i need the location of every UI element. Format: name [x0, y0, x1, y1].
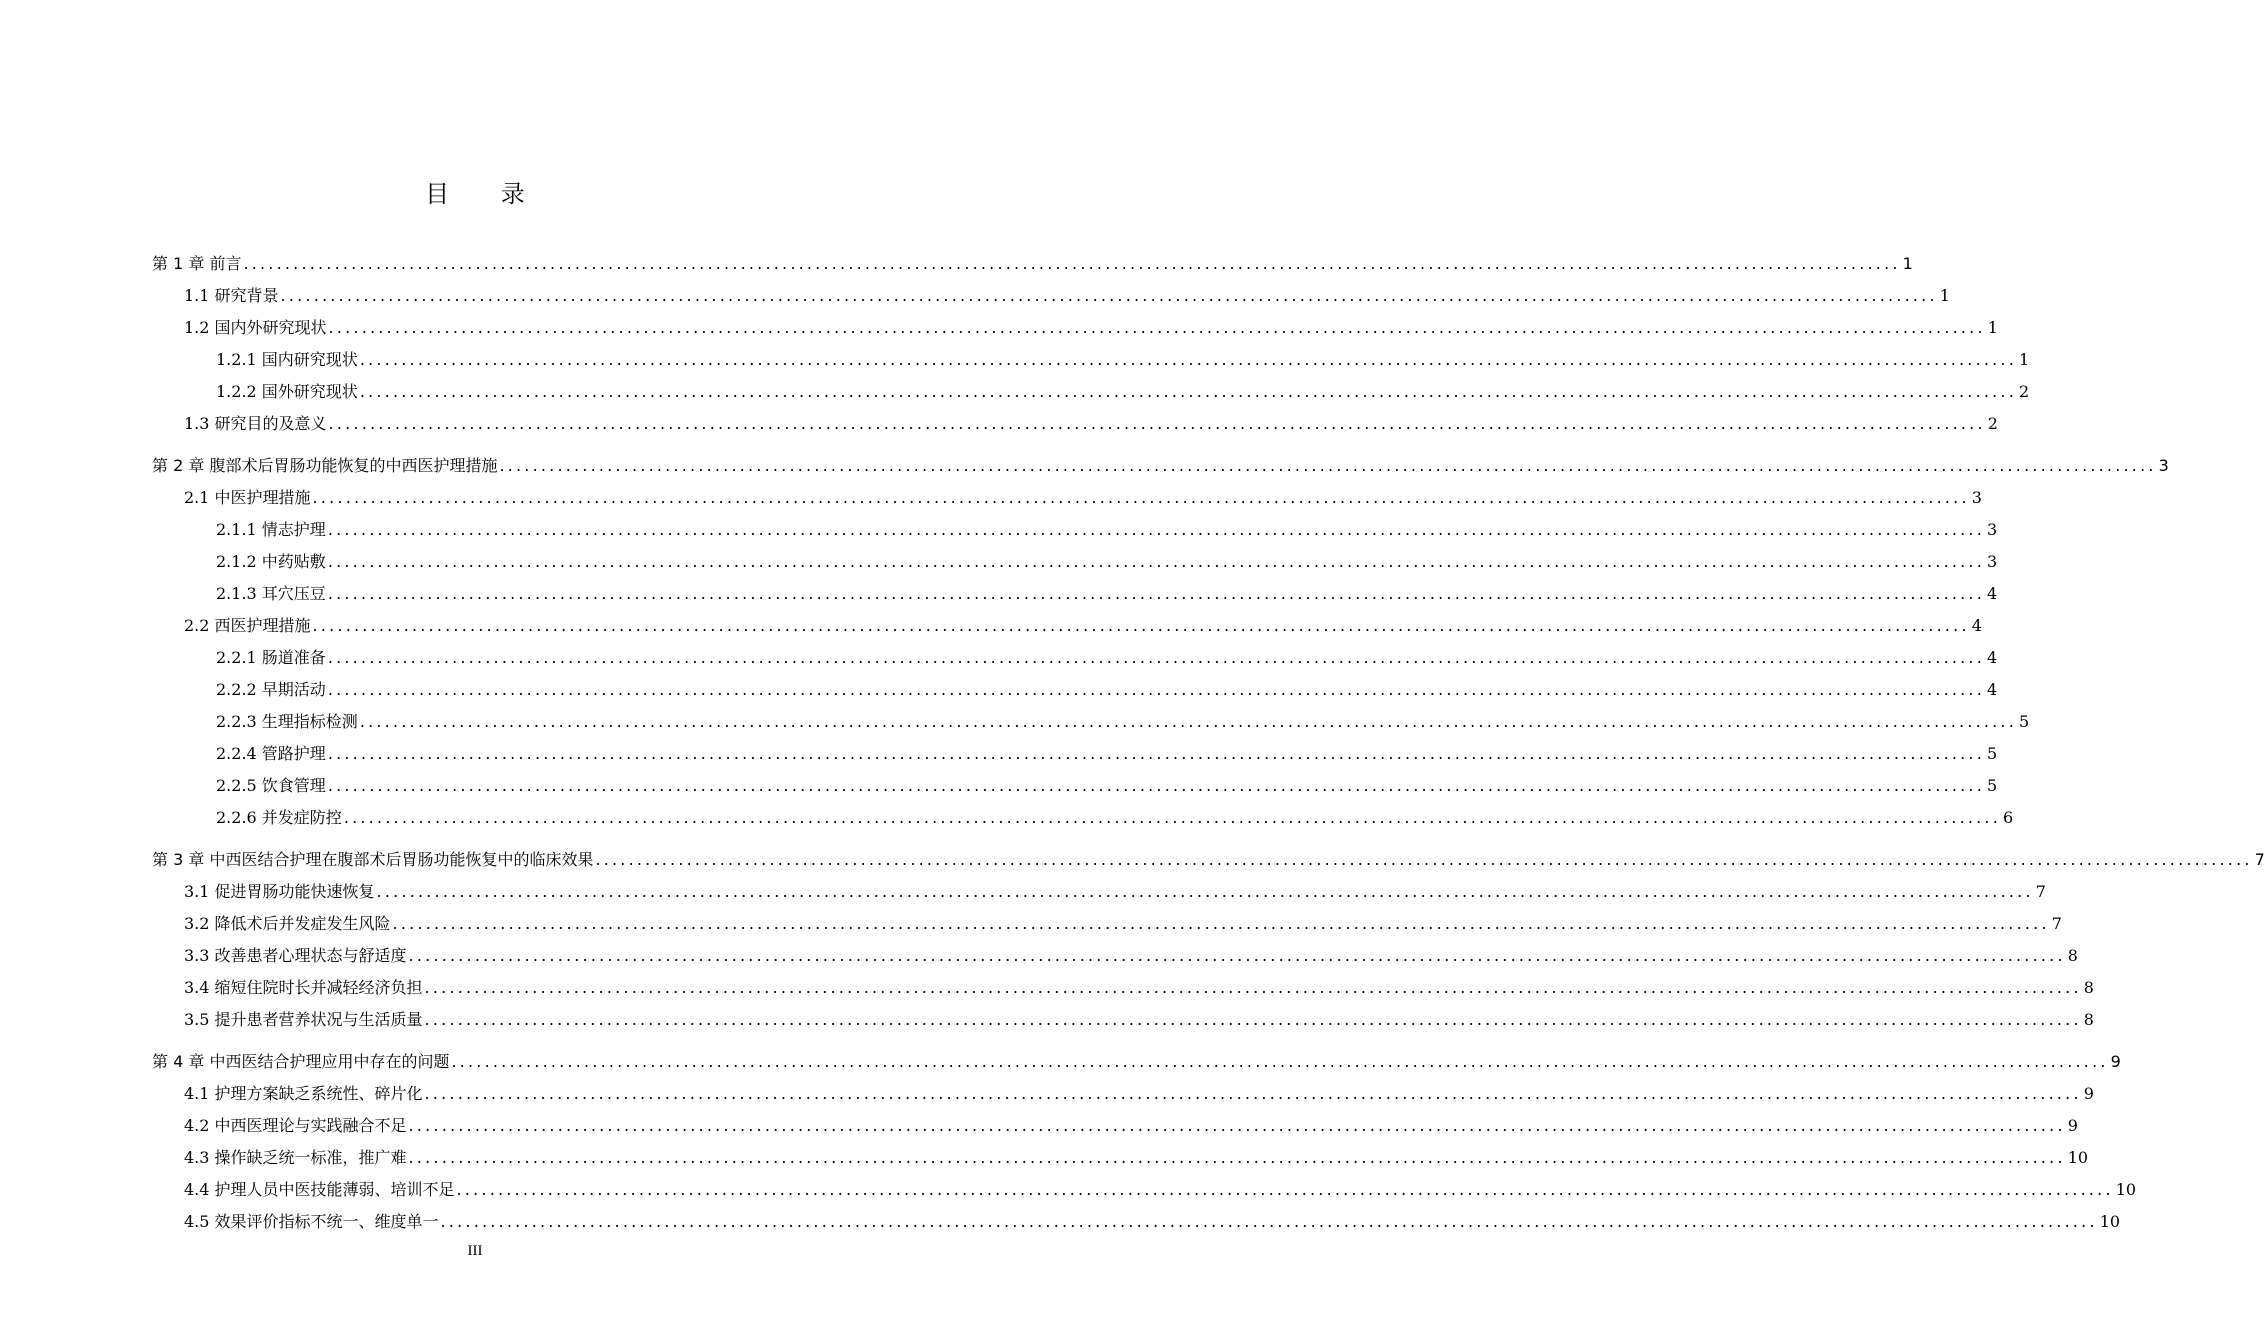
toc-entry-page: 9	[2110, 1052, 2121, 1071]
toc-entry-label: 3.4 缩短住院时长并减轻经济负担	[184, 978, 423, 997]
toc-dot-leader: ........................................................................................................................................................................................................	[408, 1116, 2066, 1135]
toc-entry-label: 1.3 研究目的及意义	[184, 414, 327, 433]
toc-entry-page: 10	[2099, 1212, 2121, 1231]
toc-entry-label: 4.5 效果评价指标不统一、维度单一	[184, 1212, 439, 1231]
toc-entry-page: 1	[1939, 286, 1950, 305]
toc-section-entry[interactable]	[152, 638, 1998, 670]
toc-entry-label: 3.2 降低术后并发症发生风险	[184, 914, 391, 933]
toc-dot-leader: ........................................................................................................................................................................................................	[440, 1212, 2098, 1231]
toc-section-entry[interactable]	[152, 404, 1998, 436]
toc-dot-leader: ........................................................................................................................................................................................................	[312, 488, 1970, 507]
toc-dot-leader: ........................................................................................................................................................................................................	[312, 616, 1970, 635]
toc-dot-leader: ........................................................................................................................................................................................................	[392, 914, 2050, 933]
toc-entry-label: 1.2.1 国内研究现状	[216, 350, 358, 369]
toc-entry-page: 3	[1987, 520, 1998, 539]
toc-entry-label: 2.1.3 耳穴压豆	[216, 584, 326, 603]
toc-dot-leader: ........................................................................................................................................................................................................	[327, 520, 1985, 539]
toc-entry-label: 1.2 国内外研究现状	[184, 318, 327, 337]
toc-entry-label: 2.1.2 中药贴敷	[216, 552, 326, 571]
toc-section-entry[interactable]	[152, 478, 1982, 510]
toc-dot-leader: ........................................................................................................................................................................................................	[359, 712, 2017, 731]
toc-entry-label: 2.2.2 早期活动	[216, 680, 326, 699]
toc-dot-leader: ........................................................................................................................................................................................................	[327, 744, 1985, 763]
toc-section-entry[interactable]	[152, 1000, 2094, 1032]
toc-entry-label: 2.1.1 情志护理	[216, 520, 326, 539]
toc-section-entry[interactable]	[152, 372, 2030, 404]
toc-entry-label: 第 1 章 前言	[152, 254, 242, 273]
toc-entry-label: 2.2.3 生理指标检测	[216, 712, 358, 731]
toc-entry-label: 3.1 促进胃肠功能快速恢复	[184, 882, 375, 901]
toc-section-entry[interactable]	[152, 1138, 2089, 1170]
toc-entry-label: 2.2 西医护理措施	[184, 616, 311, 635]
toc-dot-leader: ........................................................................................................................................................................................................	[424, 1010, 2082, 1029]
toc-entry-page: 10	[2115, 1180, 2137, 1199]
toc-section-entry[interactable]	[152, 766, 1998, 798]
toc-section-entry[interactable]	[152, 542, 1998, 574]
toc-dot-leader: ........................................................................................................................................................................................................	[499, 456, 2157, 475]
toc-entry-page: 3	[1971, 488, 1982, 507]
toc-dot-leader: ........................................................................................................................................................................................................	[408, 1148, 2066, 1167]
toc-entry-label: 2.2.5 饮食管理	[216, 776, 326, 795]
toc-chapter-entry[interactable]	[152, 1042, 2121, 1074]
toc-entry-label: 4.1 护理方案缺乏系统性、碎片化	[184, 1084, 423, 1103]
toc-entry-page: 7	[2254, 850, 2265, 869]
toc-dot-leader: ........................................................................................................................................................................................................	[328, 414, 1986, 433]
toc-entry-label: 2.2.6 并发症防控	[216, 808, 342, 827]
toc-entry-page: 7	[2035, 882, 2046, 901]
toc-entry-page: 8	[2083, 978, 2094, 997]
toc-entry-label: 3.3 改善患者心理状态与舒适度	[184, 946, 407, 965]
toc-entry-label: 第 4 章 中西医结合护理应用中存在的问题	[152, 1052, 450, 1071]
table-of-contents	[152, 244, 2265, 1234]
toc-entry-label: 1.2.2 国外研究现状	[216, 382, 358, 401]
toc-entry-page: 5	[1987, 776, 1998, 795]
toc-entry-page: 1	[1987, 318, 1998, 337]
toc-section-entry[interactable]	[152, 904, 2062, 936]
toc-chapter-entry[interactable]	[152, 244, 1913, 276]
toc-section-entry[interactable]	[152, 340, 2030, 372]
toc-entry-page: 1	[2019, 350, 2030, 369]
toc-entry-page: 8	[2083, 1010, 2094, 1029]
toc-entry-label: 4.3 操作缺乏统一标准，推广难	[184, 1148, 407, 1167]
toc-dot-leader: ........................................................................................................................................................................................................	[343, 808, 2001, 827]
toc-entry-page: 3	[2158, 456, 2169, 475]
toc-dot-leader: ........................................................................................................................................................................................................	[424, 978, 2082, 997]
toc-entry-label: 4.2 中西医理论与实践融合不足	[184, 1116, 407, 1135]
toc-entry-label: 1.1 研究背景	[184, 286, 279, 305]
toc-entry-page: 5	[1987, 744, 1998, 763]
toc-section-entry[interactable]	[152, 276, 1950, 308]
toc-entry-page: 8	[2067, 946, 2078, 965]
toc-dot-leader: ........................................................................................................................................................................................................	[424, 1084, 2082, 1103]
toc-section-entry[interactable]	[152, 734, 1998, 766]
toc-dot-leader: ........................................................................................................................................................................................................	[327, 584, 1985, 603]
toc-section-entry[interactable]	[152, 670, 1998, 702]
toc-dot-leader: ........................................................................................................................................................................................................	[456, 1180, 2114, 1199]
toc-entry-page: 5	[2019, 712, 2030, 731]
toc-section-entry[interactable]	[152, 308, 1998, 340]
toc-entry-page: 10	[2067, 1148, 2089, 1167]
toc-entry-page: 4	[1987, 680, 1998, 699]
toc-entry-page: 2	[2019, 382, 2030, 401]
toc-dot-leader: ........................................................................................................................................................................................................	[327, 776, 1985, 795]
toc-section-entry[interactable]	[152, 936, 2078, 968]
toc-section-entry[interactable]	[152, 574, 1998, 606]
toc-section-entry[interactable]	[152, 968, 2094, 1000]
toc-dot-leader: ........................................................................................................................................................................................................	[327, 680, 1985, 699]
toc-section-entry[interactable]	[152, 1074, 2094, 1106]
toc-dot-leader: ........................................................................................................................................................................................................	[327, 552, 1985, 571]
page-title: 目 录	[425, 180, 547, 208]
toc-entry-label: 2.2.1 肠道准备	[216, 648, 326, 667]
toc-entry-label: 2.1 中医护理措施	[184, 488, 311, 507]
toc-entry-label: 3.5 提升患者营养状况与生活质量	[184, 1010, 423, 1029]
toc-entry-label: 2.2.4 管路护理	[216, 744, 326, 763]
toc-section-entry[interactable]	[152, 606, 1982, 638]
toc-section-entry[interactable]	[152, 702, 2030, 734]
toc-chapter-entry[interactable]	[152, 840, 2265, 872]
toc-entry-label: 第 2 章 腹部术后胃肠功能恢复的中西医护理措施	[152, 456, 498, 475]
toc-entry-page: 4	[1987, 584, 1998, 603]
toc-dot-leader: ........................................................................................................................................................................................................	[359, 350, 2017, 369]
toc-entry-page: 1	[1902, 254, 1913, 273]
toc-section-entry[interactable]	[152, 510, 1998, 542]
toc-dot-leader: ........................................................................................................................................................................................................	[595, 850, 2253, 869]
toc-dot-leader: ........................................................................................................................................................................................................	[243, 254, 1901, 273]
toc-entry-page: 9	[2067, 1116, 2078, 1135]
toc-section-entry[interactable]	[152, 1170, 2137, 1202]
toc-dot-leader: ........................................................................................................................................................................................................	[376, 882, 2034, 901]
page-number: III	[467, 1243, 483, 1259]
toc-entry-label: 第 3 章 中西医结合护理在腹部术后胃肠功能恢复中的临床效果	[152, 850, 594, 869]
toc-section-entry[interactable]	[152, 872, 2046, 904]
toc-section-entry[interactable]	[152, 1106, 2078, 1138]
toc-section-entry[interactable]	[152, 798, 2014, 830]
toc-dot-leader: ........................................................................................................................................................................................................	[280, 286, 1938, 305]
toc-dot-leader: ........................................................................................................................................................................................................	[328, 318, 1986, 337]
toc-entry-label: 4.4 护理人员中医技能薄弱、培训不足	[184, 1180, 455, 1199]
toc-entry-page: 3	[1987, 552, 1998, 571]
toc-entry-page: 4	[1987, 648, 1998, 667]
toc-section-entry[interactable]	[152, 1202, 2121, 1234]
toc-entry-page: 4	[1971, 616, 1982, 635]
toc-dot-leader: ........................................................................................................................................................................................................	[451, 1052, 2109, 1071]
toc-entry-page: 9	[2083, 1084, 2094, 1103]
toc-entry-page: 6	[2003, 808, 2014, 827]
toc-chapter-entry[interactable]	[152, 446, 2169, 478]
toc-entry-page: 2	[1987, 414, 1998, 433]
toc-dot-leader: ........................................................................................................................................................................................................	[359, 382, 2017, 401]
toc-entry-page: 7	[2051, 914, 2062, 933]
toc-dot-leader: ........................................................................................................................................................................................................	[327, 648, 1985, 667]
toc-dot-leader: ........................................................................................................................................................................................................	[408, 946, 2066, 965]
